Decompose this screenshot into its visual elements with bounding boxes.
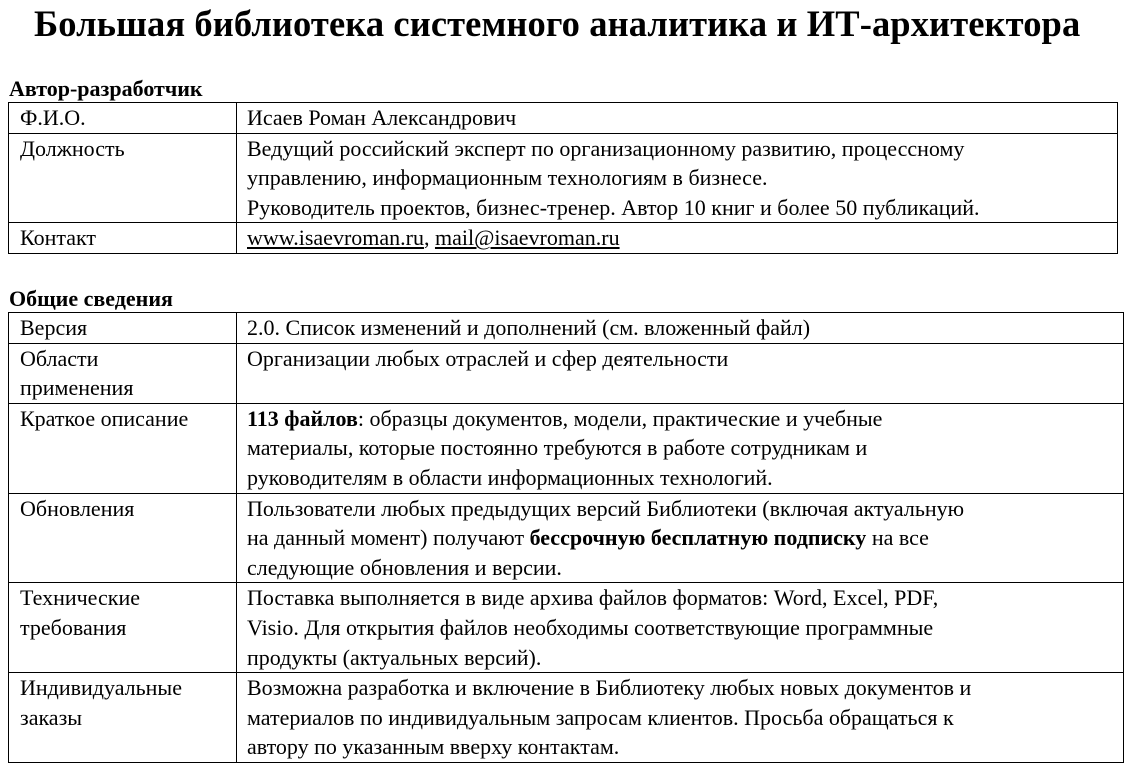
description-line — [247, 404, 1117, 434]
table-row — [9, 583, 1124, 673]
label-line: Области — [20, 345, 99, 371]
file-count: 113 файлов — [247, 405, 358, 431]
description-line: руководителям в области информационных технологий. — [247, 464, 773, 490]
row-label-name: Ф.И.О. — [9, 103, 237, 134]
orders-value — [237, 673, 1124, 763]
updates-line: следующие обновления и версии. — [247, 554, 562, 580]
row-label-contact: Контакт — [9, 223, 237, 254]
updates-line — [247, 523, 1117, 553]
document-title: Большая библиотека системного аналитика и ИТ-архитектора — [34, 3, 1081, 44]
row-label-position: Должность — [9, 133, 237, 223]
orders-line: материалов по индивидуальным запросам клиентов. Просьба обращаться к — [247, 704, 954, 730]
table-row — [9, 673, 1124, 763]
position-line: Руководитель проектов, бизнес-тренер. Автор 10 книг и более 50 публикаций. — [247, 194, 980, 220]
table-row — [9, 493, 1124, 583]
email-link[interactable]: mail@isaevroman.ru — [434, 225, 620, 251]
row-label-orders — [9, 673, 237, 763]
table-row — [9, 223, 1118, 254]
row-label-areas — [9, 343, 237, 403]
description-value — [237, 403, 1124, 493]
label-line: требования — [20, 614, 127, 640]
position-line: управлению, информационным технологиям в бизнесе. — [247, 165, 768, 191]
description-line: материалы, которые постоянно требуются в работе сотрудникам и — [247, 435, 868, 461]
author-table — [8, 102, 1118, 254]
table-row — [9, 343, 1124, 403]
updates-line: Пользователи любых предыдущих версий Библиотеки (включая актуальную — [247, 495, 965, 521]
areas-value: Организации любых отраслей и сфер деятельности — [237, 343, 1124, 403]
contact-separator: , — [423, 225, 435, 251]
tech-line: продукты (актуальных версий). — [247, 644, 542, 670]
general-section-heading: Общие сведения — [9, 286, 173, 311]
tech-line: Поставка выполняется в виде архива файлов форматов: Word, Excel, PDF, — [247, 585, 939, 611]
website-link[interactable]: www.isaevroman.ru — [247, 225, 424, 251]
label-line: применения — [20, 375, 134, 401]
description-text: : образцы документов, модели, практические и учебные — [357, 405, 883, 431]
table-row — [9, 313, 1124, 344]
orders-line: Возможна разработка и включение в Библиотеку любых новых документов и — [247, 675, 972, 701]
row-label-version: Версия — [9, 313, 237, 344]
row-label-tech — [9, 583, 237, 673]
table-row — [9, 403, 1124, 493]
table-row — [9, 103, 1118, 134]
general-table — [8, 312, 1124, 763]
tech-value — [237, 583, 1124, 673]
label-line: заказы — [20, 704, 83, 730]
row-label-updates: Обновления — [9, 493, 237, 583]
author-position — [237, 133, 1118, 223]
updates-text: на данный момент) получают — [247, 525, 530, 551]
updates-text: на все — [866, 525, 929, 551]
tech-line: Visio. Для открытия файлов необходимы соответствующие программные — [247, 614, 934, 640]
author-contact — [237, 223, 1118, 254]
subscription-highlight: бессрочную бесплатную подписку — [529, 525, 867, 551]
updates-value — [237, 493, 1124, 583]
position-line: Ведущий российский эксперт по организационному развитию, процессному — [247, 135, 965, 161]
version-value: 2.0. Список изменений и дополнений (см. вложенный файл) — [237, 313, 1124, 344]
label-line: Индивидуальные — [20, 675, 182, 701]
table-row — [9, 133, 1118, 223]
row-label-description: Краткое описание — [9, 403, 237, 493]
orders-line: автору по указанным вверху контактам. — [247, 734, 620, 760]
label-line: Технические — [20, 585, 140, 611]
author-section-heading: Автор-разработчик — [9, 76, 203, 101]
author-name: Исаев Роман Александрович — [237, 103, 1118, 134]
